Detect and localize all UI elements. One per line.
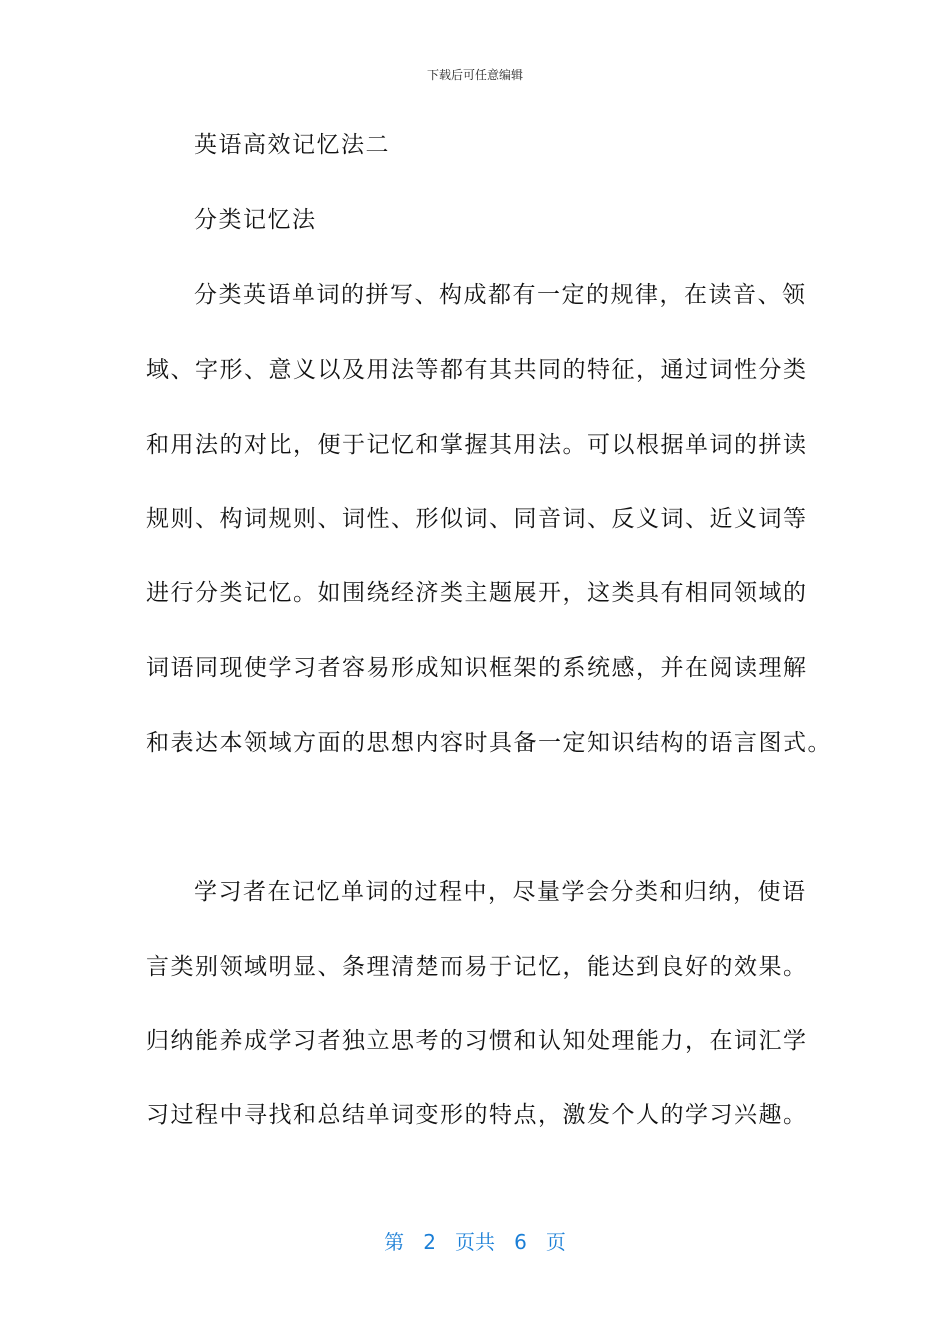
paragraph-line: 词语同现使学习者容易形成知识框架的系统感，并在阅读理解 bbox=[146, 655, 808, 681]
paragraph-line: 归纳能养成学习者独立思考的习惯和认知处理能力，在词汇学 bbox=[146, 1028, 808, 1054]
paragraph-line: 和表达本领域方面的思想内容时具备一定知识结构的语言图式。 bbox=[146, 730, 832, 756]
paragraph-line: 分类英语单词的拼写、构成都有一定的规律，在读音、领 bbox=[194, 282, 807, 308]
page-header: 下载后可任意编辑 bbox=[426, 68, 523, 82]
paragraph-line: 习过程中寻找和总结单词变形的特点，激发个人的学习兴趣。 bbox=[146, 1102, 808, 1128]
paragraph-line: 学习者在记忆单词的过程中，尽量学会分类和归纳，使语 bbox=[194, 879, 807, 905]
paragraph-line: 和用法的对比，便于记忆和掌握其用法。可以根据单词的拼读 bbox=[146, 432, 808, 458]
section-heading: 分类记忆法 bbox=[194, 207, 317, 233]
paragraph-line: 进行分类记忆。如围绕经济类主题展开，这类具有相同领域的 bbox=[146, 580, 808, 606]
total-pages-number: 6 bbox=[514, 1230, 527, 1254]
footer-middle: 页共 bbox=[455, 1230, 495, 1254]
footer-suffix: 页 bbox=[545, 1230, 566, 1254]
page-footer bbox=[0, 1226, 950, 1255]
paragraph-line: 言类别领域明显、条理清楚而易于记忆，能达到良好的效果。 bbox=[146, 954, 808, 980]
current-page-number: 2 bbox=[423, 1230, 436, 1254]
paragraph-line: 规则、构词规则、词性、形似词、同音词、反义词、近义词等 bbox=[146, 506, 808, 532]
paragraph-line: 域、字形、意义以及用法等都有其共同的特征，通过词性分类 bbox=[146, 357, 808, 383]
footer-prefix: 第 bbox=[384, 1230, 405, 1254]
document-title: 英语高效记忆法二 bbox=[194, 132, 390, 158]
